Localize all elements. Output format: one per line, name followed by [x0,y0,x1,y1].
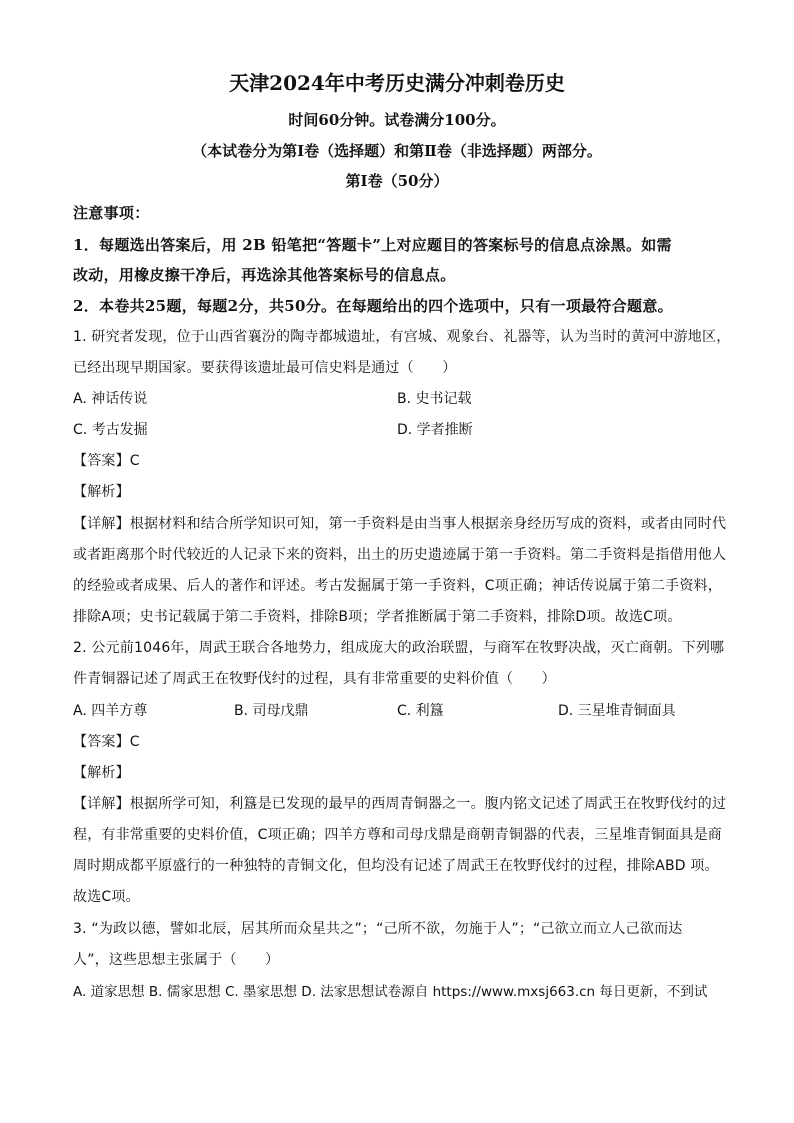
q3-stem-line2: 人”，这些思想主张属于（ ） [73,952,280,968]
q2-answer: 【答案】C [73,734,140,750]
q2-option-c: C. 利簋 [397,703,444,719]
notice-heading: 注意事项： [73,204,150,222]
time-info: 时间60分钟。试卷满分100分。 [288,111,506,129]
q1-answer: 【答案】C [73,453,140,469]
structure-note: （本试卷分为第Ⅰ卷（选择题）和第Ⅱ卷（非选择题）两部分。 [192,142,602,160]
q2-analysis: 【解析】 [73,765,130,781]
q1-option-b: B. 史书记载 [397,391,472,407]
q3-stem-line1: 3. “为政以德，譬如北辰，居其所而众星共之”；“己所不欲，勿施于人”；“己欲立而立人己欲而达 [73,921,683,937]
q2-option-d: D. 三星堆青铜面具 [558,703,676,719]
notice-item2: 2．本卷共25题，每题2分，共50分。在每题给出的四个选项中，只有一项最符合题意。 [73,297,673,315]
q2-option-a: A. 四羊方尊 [73,703,148,719]
q1-detail-line1: 【详解】根据材料和结合所学知识可知，第一手资料是由当事人根据亲身经历写成的资料，或者由同时代 [73,516,727,532]
q1-detail-line2: 或者距离那个时代较近的人记录下来的资料，出土的历史遗迹属于第一手资料。第二手资料是指借用他人 [73,547,727,563]
q3-options-line: A. 道家思想 B. 儒家思想 C. 墨家思想 D. 法家思想试卷源自 https://www.mxsj663.cn 每日更新，不到试 [73,984,708,1000]
q1-detail-line4: 排除A项；史书记载属于第二手资料，排除B项；学者推断属于第二手资料，排除D项。故选C项。 [73,609,682,625]
q2-detail-line2: 程，有非常重要的史料价值，C项正确；四羊方尊和司母戊鼎是商朝青铜器的代表，三星堆青铜面具是商 [73,827,722,843]
q2-stem-line1: 2. 公元前1046年，周武王联合各地势力，组成庞大的政治联盟，与商军在牧野决战，灭亡商朝。下列哪 [73,640,725,656]
q1-stem-line2: 已经出现早期国家。要获得该遗址最可信史料是通过（ ） [73,360,457,376]
q1-stem-line1: 1. 研究者发现，位于山西省襄汾的陶寺都城遗址，有宫城、观象台、礼器等，认为当时的黄河中游地区， [73,329,731,345]
q2-detail-line4: 故选C项。 [73,889,140,905]
q2-option-b: B. 司母戊鼎 [234,703,309,719]
q1-option-c: C. 考古发掘 [73,422,148,438]
notice-item1-line2: 改动，用橡皮擦干净后，再选涂其他答案标号的信息点。 [73,266,456,284]
q1-analysis: 【解析】 [73,484,130,500]
q2-detail-line3: 周时期成都平原盛行的一种独特的青铜文化，但均没有记述了周武王在牧野伐纣的过程，排除ABD 项。 [73,858,719,874]
part1-label: 第Ⅰ卷（50分） [345,172,449,190]
notice-item1-line1: 1．每题选出答案后，用 2B 铅笔把“答题卡”上对应题目的答案标号的信息点涂黑。如需 [73,236,672,254]
exam-title: 天津2024年中考历史满分冲刺卷历史 [229,71,565,95]
q2-stem-line2: 件青铜器记述了周武王在牧野伐纣的过程，具有非常重要的史料价值（ ） [73,671,556,687]
q1-option-d: D. 学者推断 [397,422,473,438]
q2-detail-line1: 【详解】根据所学可知，利簋是已发现的最早的西周青铜器之一。腹内铭文记述了周武王在牧野伐纣的过 [73,796,727,812]
q1-option-a: A. 神话传说 [73,391,148,407]
q1-detail-line3: 的经验或者成果、后人的著作和评述。考古发掘属于第一手资料，C项正确；神话传说属于第二手资料， [73,578,722,594]
